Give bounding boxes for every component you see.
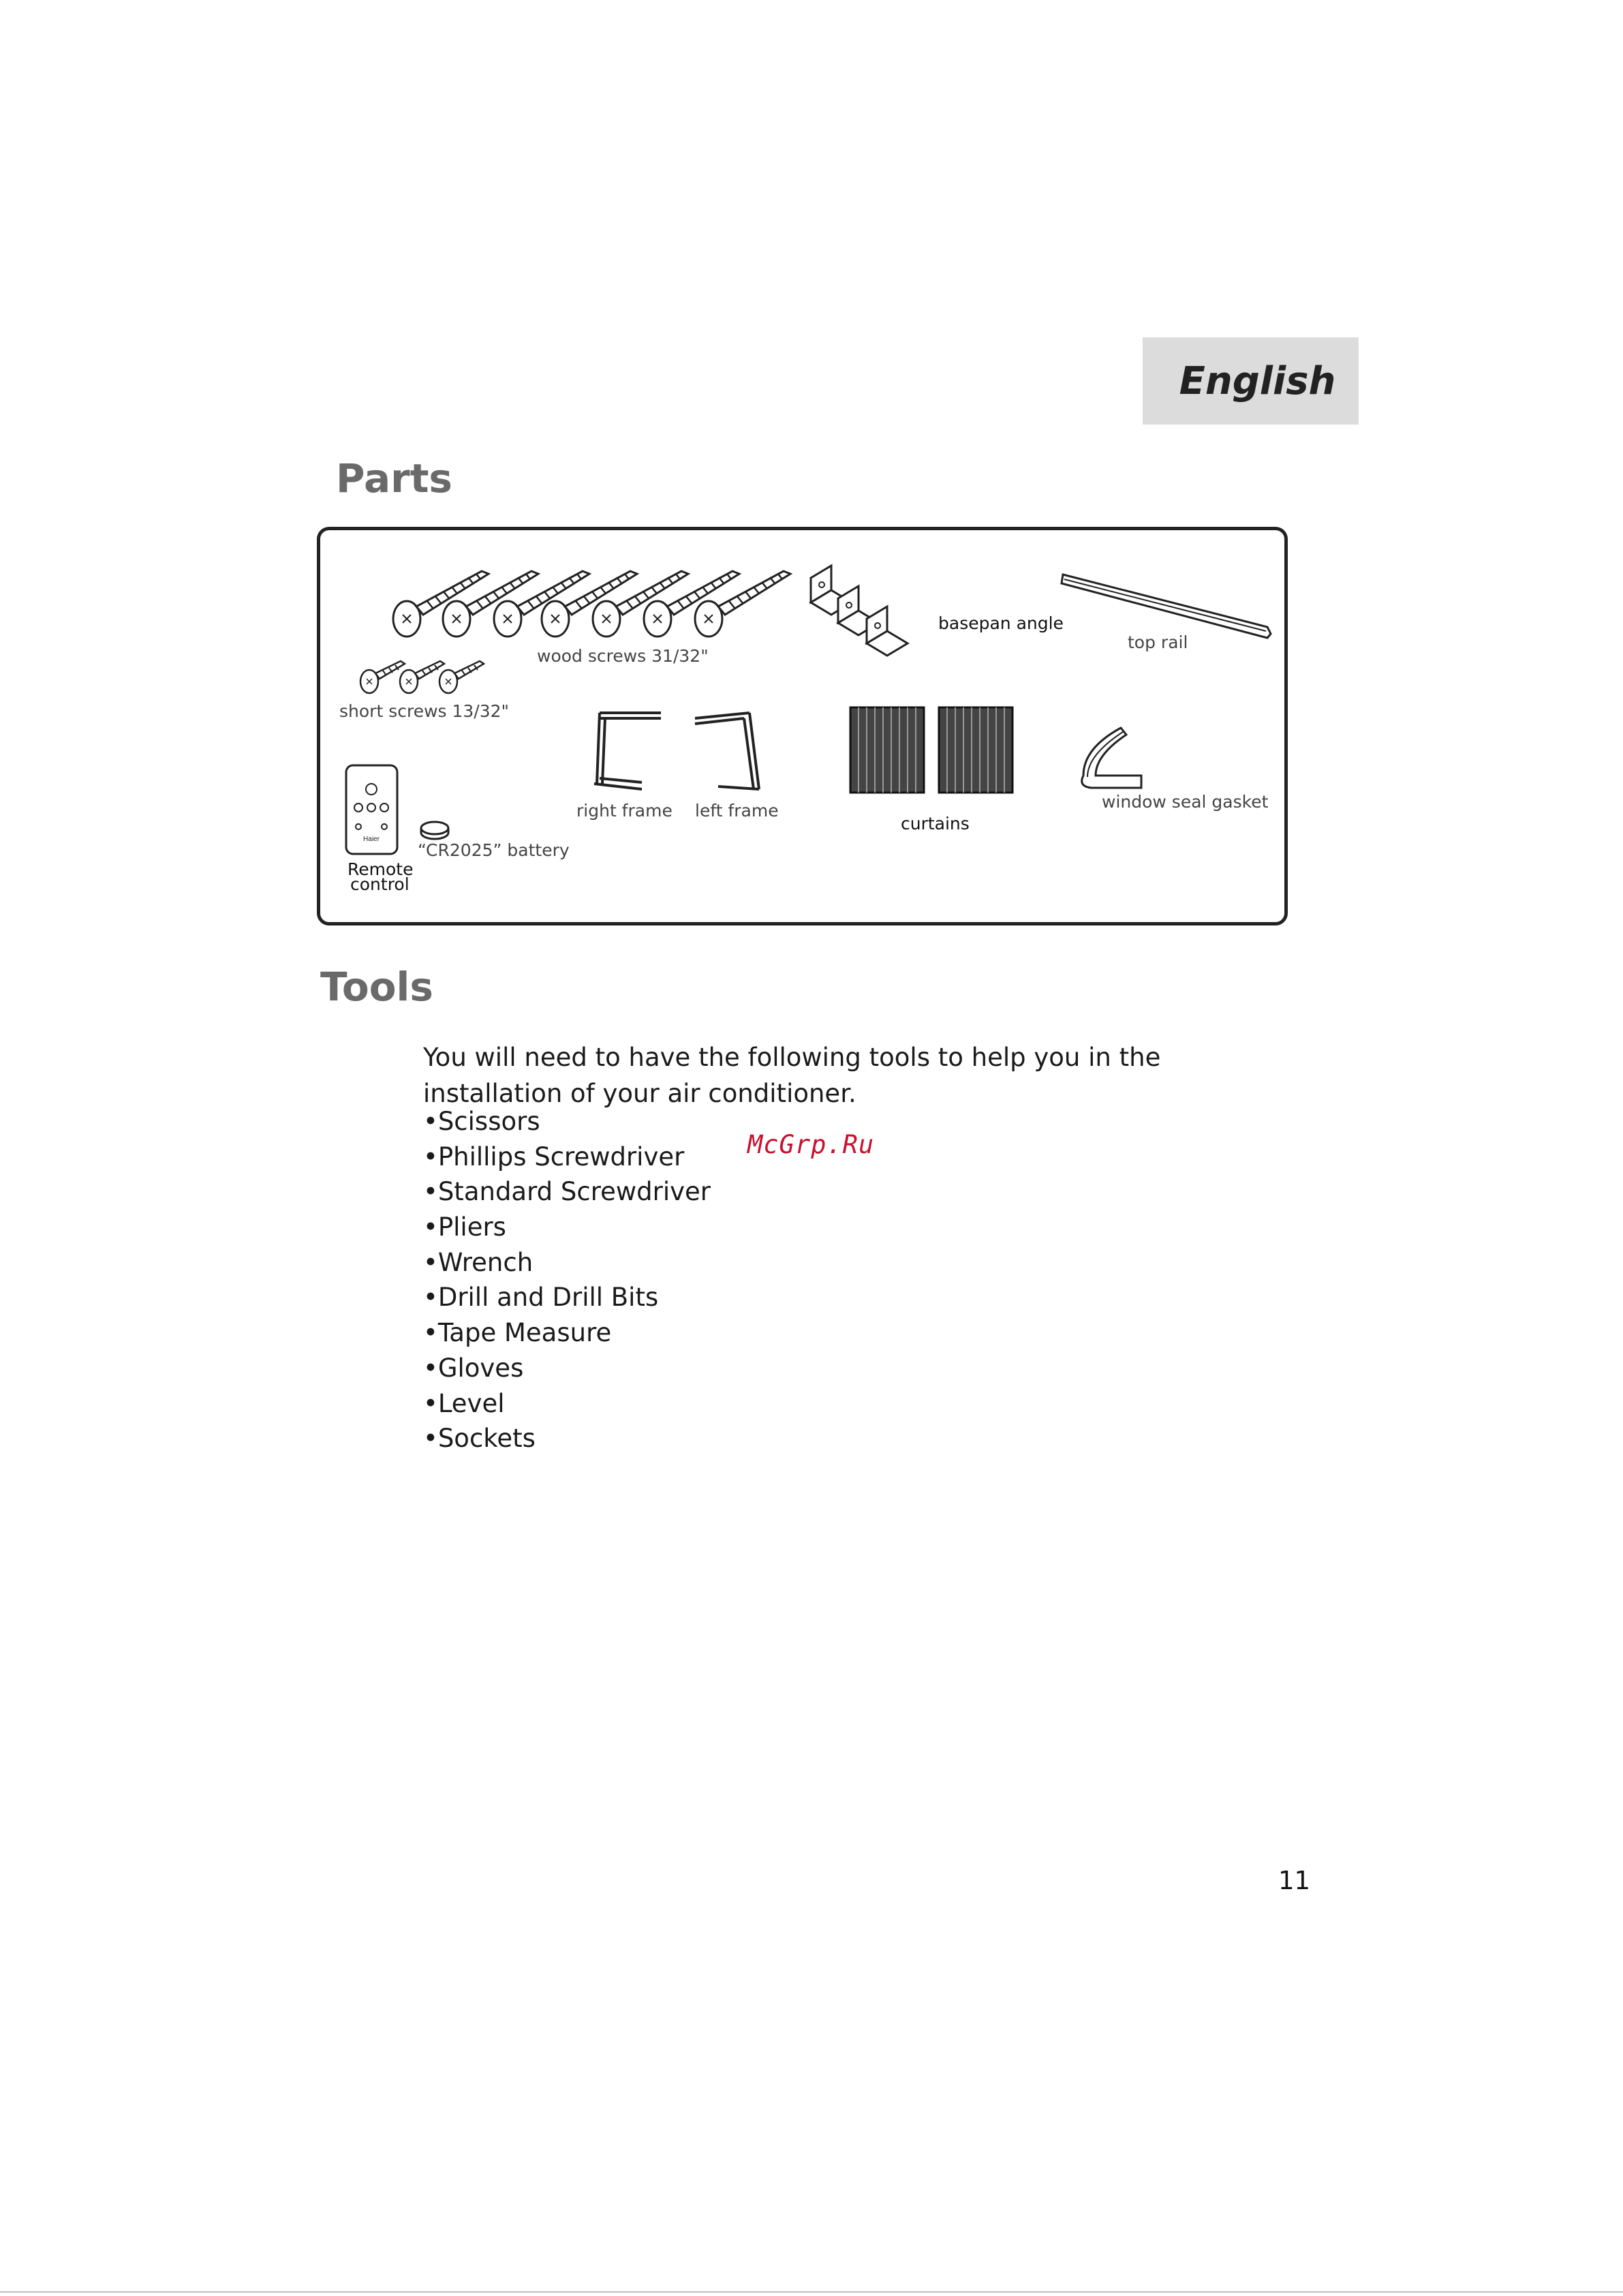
- tools-heading: Tools: [320, 964, 433, 1010]
- label-top-rail: top rail: [1128, 632, 1188, 652]
- tool-item: •Level: [423, 1388, 505, 1418]
- label-right-frame: right frame: [576, 801, 673, 821]
- left-frame-graphic: [695, 713, 759, 789]
- page-divider: [0, 2291, 1623, 2293]
- tools-list: [423, 1104, 711, 1456]
- basepan-angle-graphic: [811, 566, 908, 656]
- window-seal-gasket-graphic: [1082, 728, 1141, 788]
- label-short-screws: short screws 13/32": [339, 701, 510, 721]
- label-basepan-angle: basepan angle: [938, 613, 1064, 633]
- tool-item: •Drill and Drill Bits: [423, 1283, 659, 1313]
- language-tab: [1143, 337, 1359, 425]
- label-battery: “CR2025” battery: [418, 840, 570, 860]
- tool-item: •Scissors: [423, 1107, 540, 1136]
- tool-item: •Standard Screwdriver: [423, 1177, 711, 1207]
- tool-item: •Phillips Screwdriver: [423, 1142, 685, 1172]
- parts-panel: [317, 527, 1288, 925]
- label-curtains: curtains: [901, 814, 970, 833]
- label-remote-line2: control: [350, 874, 409, 894]
- label-remote-line1: Remote: [347, 859, 414, 879]
- remote-brand: Haier: [363, 836, 380, 843]
- label-wood-screws: wood screws 31/32": [537, 646, 709, 666]
- parts-illustration: [320, 530, 1291, 929]
- label-window-seal-gasket: window seal gasket: [1102, 792, 1269, 812]
- language-label: English: [1179, 358, 1336, 403]
- short-screws-graphic: [360, 661, 484, 693]
- battery-graphic: [421, 822, 448, 839]
- tool-item: •Gloves: [423, 1353, 524, 1383]
- tool-item: •Tape Measure: [423, 1318, 612, 1348]
- tool-item: •Wrench: [423, 1247, 534, 1277]
- top-rail-graphic: [1062, 575, 1271, 638]
- tools-intro: You will need to have the following tools to help you in the installation of your air conditioner.: [423, 1043, 1161, 1108]
- right-frame-graphic: [594, 713, 661, 789]
- wood-screws-graphic: [393, 571, 790, 637]
- tool-item: •Pliers: [423, 1212, 506, 1242]
- tool-item: •Sockets: [423, 1424, 536, 1454]
- page-number: 11: [1278, 1866, 1311, 1895]
- remote-control-graphic: [346, 765, 397, 854]
- parts-heading: Parts: [336, 455, 452, 502]
- curtains-graphic: [850, 707, 1013, 793]
- label-left-frame: left frame: [695, 801, 779, 821]
- watermark-text: McGrp.Ru: [747, 1130, 875, 1159]
